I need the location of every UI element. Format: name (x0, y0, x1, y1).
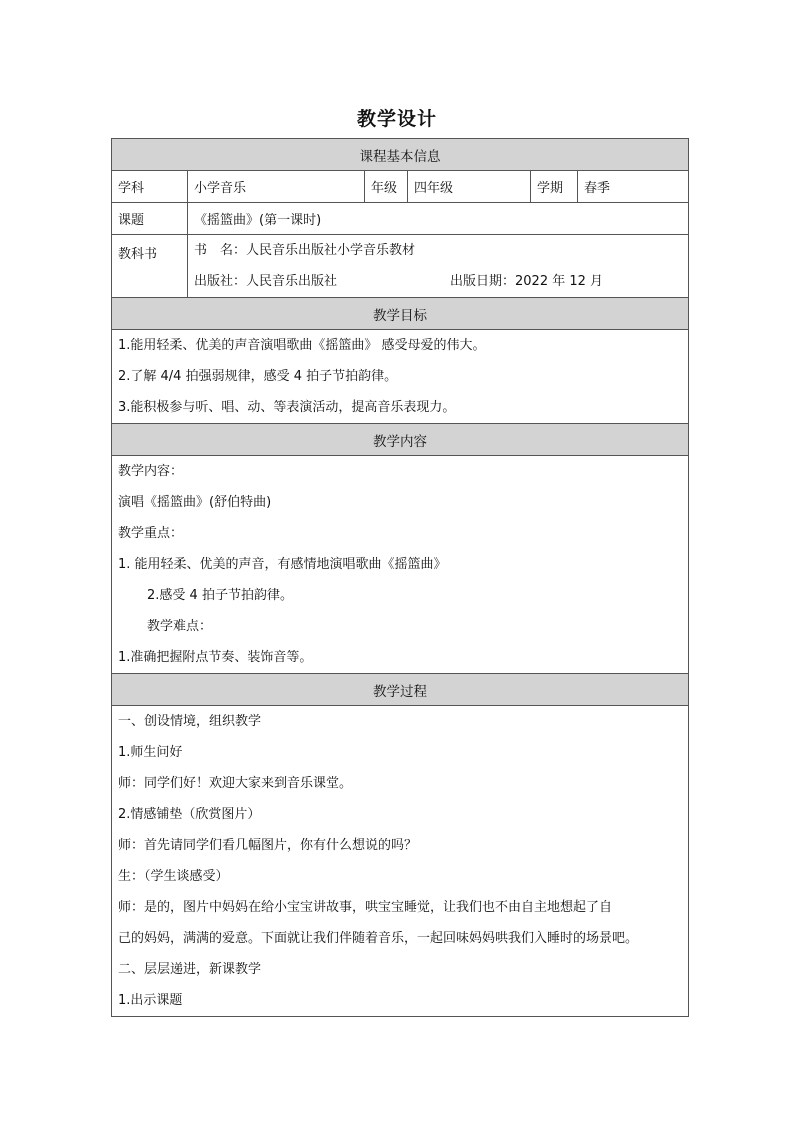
section-title: 教学过程 (112, 674, 689, 706)
objective-item: 3.能积极参与听、唱、动、等表演活动，提高音乐表现力。 (118, 400, 456, 415)
section-header-objectives (112, 298, 689, 330)
process-line: 生：（学生谈感受） (118, 869, 229, 884)
term-value: 春季 (578, 171, 689, 203)
subject-value: 小学音乐 (188, 171, 365, 203)
process-line: 师：是的，图片中妈妈在给小宝宝讲故事，哄宝宝睡觉，让我们也不由自主地想起了自 (118, 900, 613, 915)
process-line: 师：同学们好！欢迎大家来到音乐课堂。 (118, 776, 353, 791)
publish-date: 出版日期：2022 年 12 月 (450, 274, 604, 289)
section-title: 教学目标 (112, 298, 689, 330)
objective-item: 1.能用轻柔、优美的声音演唱歌曲《摇篮曲》 感受母爱的伟大。 (118, 338, 486, 353)
process-row (112, 706, 689, 1017)
publisher-line (188, 266, 688, 297)
objective-item: 2.了解 4/4 拍强弱规律，感受 4 拍子节拍韵律。 (118, 369, 398, 384)
process-line: 1.师生问好 (118, 745, 183, 760)
content-row (112, 456, 689, 674)
textbook-row (112, 235, 689, 298)
section-header-basic-info (112, 139, 689, 171)
grade-value: 四年级 (408, 171, 531, 203)
process-line: 二、层层递进，新课教学 (118, 962, 262, 977)
process-line: 一、创设情境，组织教学 (118, 714, 262, 729)
document-title: 教学设计 (356, 108, 437, 130)
content-line: 教学内容： (118, 464, 184, 479)
subject-label: 学科 (112, 171, 188, 203)
book-name: 书 名：人民音乐出版社小学音乐教材 (194, 243, 416, 258)
content-line: 演唱《摇篮曲》(舒伯特曲) (118, 495, 272, 510)
objectives-cell (112, 330, 689, 424)
lesson-plan-table (111, 138, 689, 1017)
publisher: 出版社：人民音乐出版社 (194, 274, 338, 289)
process-line: 1.出示课题 (118, 993, 183, 1008)
grade-label: 年级 (365, 171, 408, 203)
topic-row (112, 203, 689, 235)
section-header-process (112, 674, 689, 706)
term-label: 学期 (531, 171, 578, 203)
process-line: 己的妈妈，满满的爱意。下面就让我们伴随着音乐，一起回味妈妈哄我们入睡时的场景吧。 (118, 931, 639, 946)
textbook-label: 教科书 (112, 235, 188, 298)
section-title: 教学内容 (112, 424, 689, 456)
process-line: 2.情感铺垫（欣赏图片） (118, 807, 261, 822)
content-cell (112, 456, 689, 674)
textbook-info (188, 235, 689, 298)
content-line: 1. 能用轻柔、优美的声音，有感情地演唱歌曲《摇篮曲》 (118, 557, 447, 572)
topic-label: 课题 (112, 203, 188, 235)
topic-value: 《摇篮曲》(第一课时) (188, 203, 689, 235)
section-title: 课程基本信息 (112, 139, 689, 171)
process-line: 师：首先请同学们看几幅图片，你有什么想说的吗？ (118, 838, 418, 853)
process-cell (112, 706, 689, 1017)
content-line: 2.感受 4 拍子节拍韵律。 (147, 588, 293, 603)
content-line: 教学难点： (147, 619, 213, 634)
content-line: 1.准确把握附点节奏、装饰音等。 (118, 650, 313, 665)
section-header-content (112, 424, 689, 456)
objectives-row (112, 330, 689, 424)
subject-row (112, 171, 689, 203)
content-line: 教学重点： (118, 526, 184, 541)
